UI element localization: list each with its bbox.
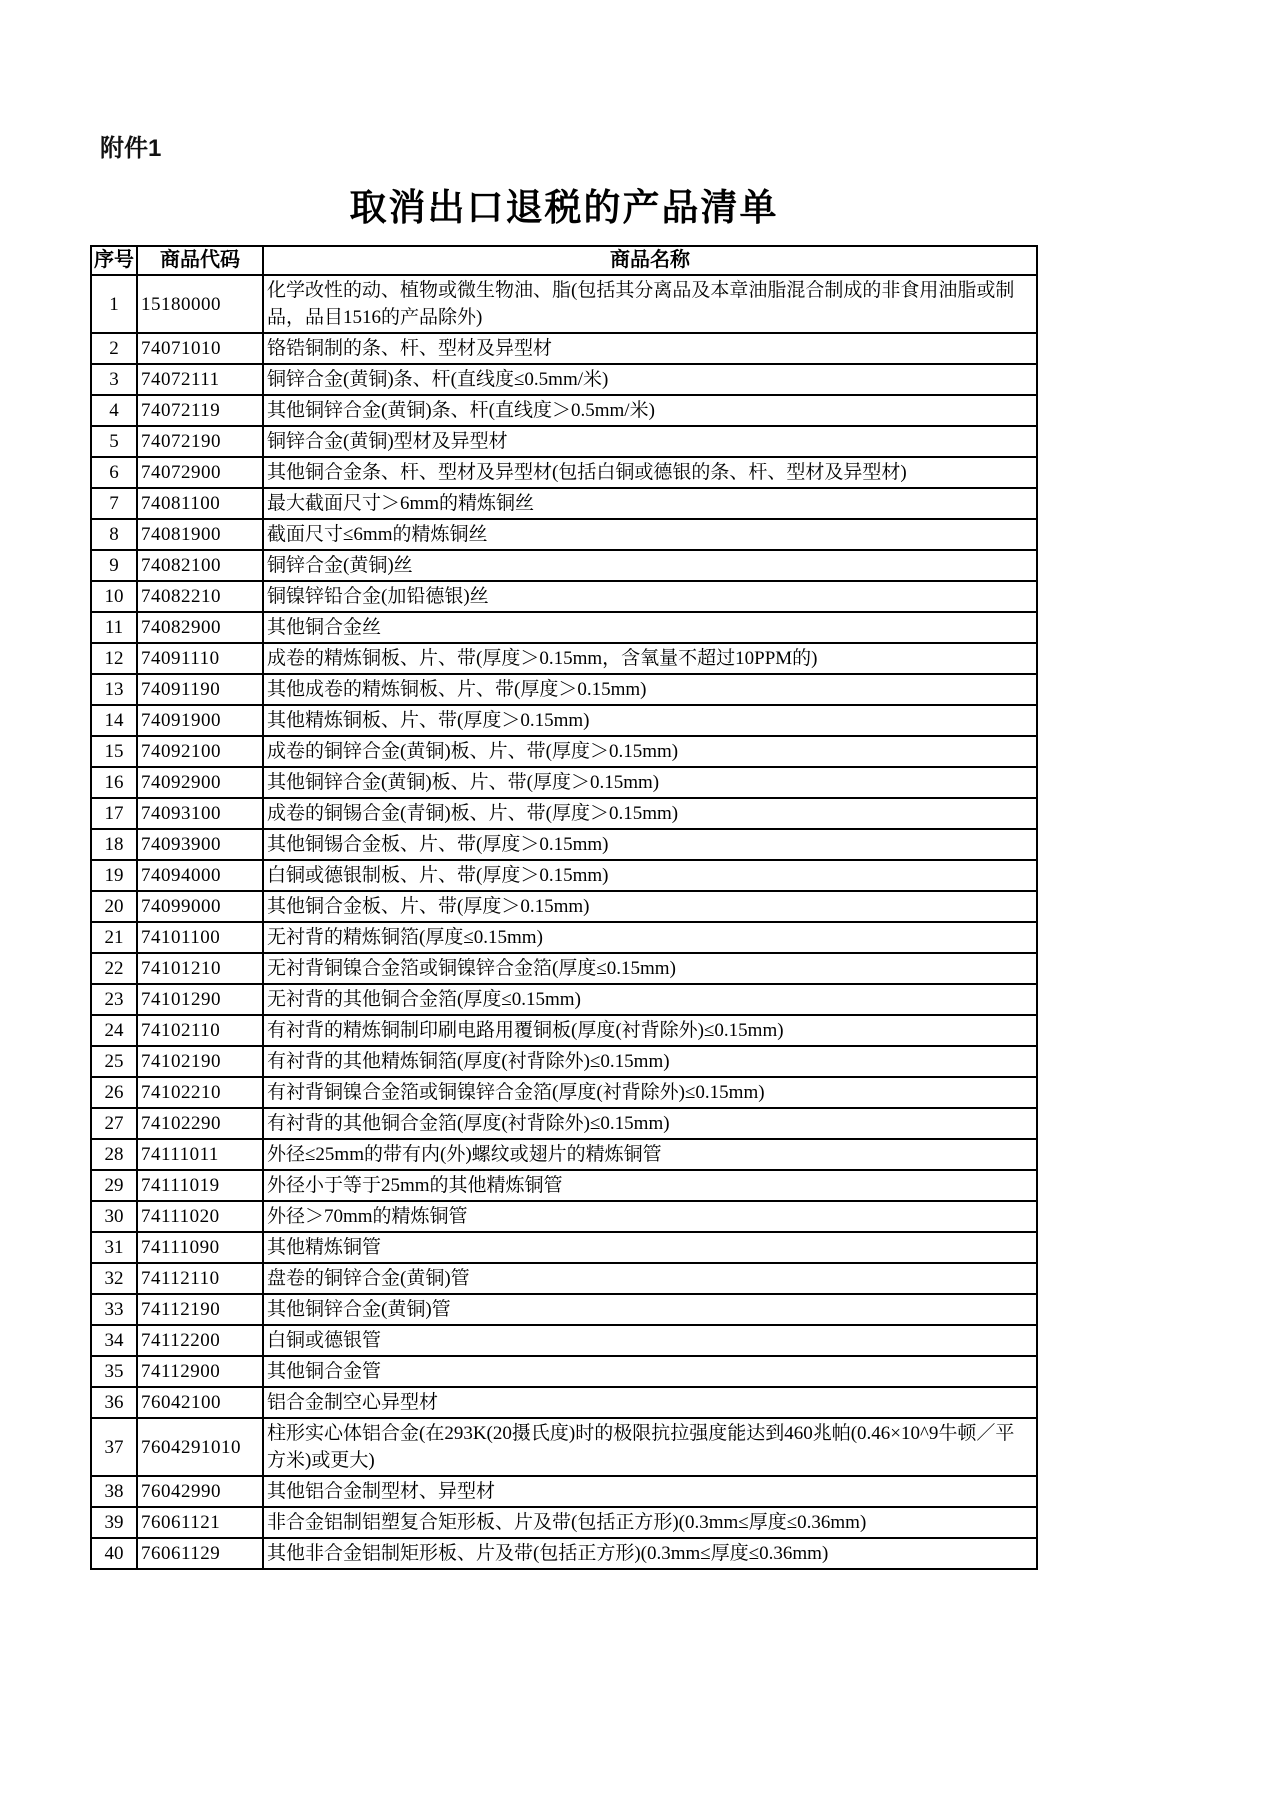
product-name-cell: 铜锌合金(黄铜)型材及异型材 [263, 426, 1037, 457]
product-code-cell: 74101290 [137, 984, 263, 1015]
product-name-cell: 其他精炼铜板、片、带(厚度＞0.15mm) [263, 705, 1037, 736]
row-number-cell: 22 [91, 953, 137, 984]
product-code-cell: 74102110 [137, 1015, 263, 1046]
product-code-cell: 74099000 [137, 891, 263, 922]
row-number-cell: 8 [91, 519, 137, 550]
product-code-cell: 74072119 [137, 395, 263, 426]
table-row [91, 364, 1037, 395]
product-name-cell: 非合金铝制铝塑复合矩形板、片及带(包括正方形)(0.3mm≤厚度≤0.36mm) [263, 1507, 1037, 1538]
product-name-cell: 截面尺寸≤6mm的精炼铜丝 [263, 519, 1037, 550]
product-name-cell: 其他铜锌合金(黄铜)板、片、带(厚度＞0.15mm) [263, 767, 1037, 798]
table-row [91, 1232, 1037, 1263]
column-header-product-name: 商品名称 [263, 246, 1037, 275]
product-code-cell: 76042990 [137, 1476, 263, 1507]
table-row [91, 891, 1037, 922]
row-number-cell: 27 [91, 1108, 137, 1139]
product-name-cell: 成卷的铜锌合金(黄铜)板、片、带(厚度＞0.15mm) [263, 736, 1037, 767]
row-number-cell: 11 [91, 612, 137, 643]
table-row [91, 1170, 1037, 1201]
product-name-cell: 有衬背的其他铜合金箔(厚度(衬背除外)≤0.15mm) [263, 1108, 1037, 1139]
table-row [91, 519, 1037, 550]
table-row [91, 1201, 1037, 1232]
product-code-cell: 74102210 [137, 1077, 263, 1108]
product-code-cell: 15180000 [137, 275, 263, 333]
product-name-cell: 外径小于等于25mm的其他精炼铜管 [263, 1170, 1037, 1201]
table-row [91, 275, 1037, 333]
product-name-cell: 其他精炼铜管 [263, 1232, 1037, 1263]
row-number-cell: 33 [91, 1294, 137, 1325]
table-row [91, 488, 1037, 519]
product-name-cell: 白铜或德银制板、片、带(厚度＞0.15mm) [263, 860, 1037, 891]
product-name-cell: 铜镍锌铅合金(加铅德银)丝 [263, 581, 1037, 612]
row-number-cell: 1 [91, 275, 137, 333]
column-header-index: 序号 [91, 246, 137, 275]
row-number-cell: 3 [91, 364, 137, 395]
row-number-cell: 32 [91, 1263, 137, 1294]
table-row [91, 1507, 1037, 1538]
product-code-cell: 76061129 [137, 1538, 263, 1569]
table-row [91, 1418, 1037, 1476]
product-name-cell: 白铜或德银管 [263, 1325, 1037, 1356]
product-code-cell: 74111019 [137, 1170, 263, 1201]
row-number-cell: 14 [91, 705, 137, 736]
row-number-cell: 40 [91, 1538, 137, 1569]
page-title: 取消出口退税的产品清单 [349, 188, 779, 229]
table-row [91, 1538, 1037, 1569]
product-table [90, 245, 1038, 1570]
product-name-cell: 盘卷的铜锌合金(黄铜)管 [263, 1263, 1037, 1294]
row-number-cell: 20 [91, 891, 137, 922]
table-row [91, 767, 1037, 798]
product-code-cell: 74072900 [137, 457, 263, 488]
table-row [91, 798, 1037, 829]
product-name-cell: 铜锌合金(黄铜)条、杆(直线度≤0.5mm/米) [263, 364, 1037, 395]
product-name-cell: 其他非合金铝制矩形板、片及带(包括正方形)(0.3mm≤厚度≤0.36mm) [263, 1538, 1037, 1569]
table-row [91, 581, 1037, 612]
table-row [91, 1387, 1037, 1418]
product-name-cell: 成卷的精炼铜板、片、带(厚度＞0.15mm，含氧量不超过10PPM的) [263, 643, 1037, 674]
product-name-cell: 铝合金制空心异型材 [263, 1387, 1037, 1418]
product-code-cell: 74091900 [137, 705, 263, 736]
table-header-row [91, 246, 1037, 275]
row-number-cell: 25 [91, 1046, 137, 1077]
product-code-cell: 74111090 [137, 1232, 263, 1263]
product-name-cell: 无衬背的精炼铜箔(厚度≤0.15mm) [263, 922, 1037, 953]
product-code-cell: 74072190 [137, 426, 263, 457]
product-name-cell: 其他成卷的精炼铜板、片、带(厚度＞0.15mm) [263, 674, 1037, 705]
table-row [91, 1356, 1037, 1387]
row-number-cell: 23 [91, 984, 137, 1015]
row-number-cell: 17 [91, 798, 137, 829]
row-number-cell: 19 [91, 860, 137, 891]
row-number-cell: 12 [91, 643, 137, 674]
table-body [91, 275, 1037, 1569]
product-name-cell: 无衬背的其他铜合金箔(厚度≤0.15mm) [263, 984, 1037, 1015]
row-number-cell: 7 [91, 488, 137, 519]
product-code-cell: 74081900 [137, 519, 263, 550]
row-number-cell: 21 [91, 922, 137, 953]
product-code-cell: 74102190 [137, 1046, 263, 1077]
row-number-cell: 2 [91, 333, 137, 364]
product-code-cell: 76042100 [137, 1387, 263, 1418]
product-code-cell: 74092900 [137, 767, 263, 798]
row-number-cell: 37 [91, 1418, 137, 1476]
product-name-cell: 其他铜合金丝 [263, 612, 1037, 643]
product-code-cell: 74112110 [137, 1263, 263, 1294]
product-code-cell: 74082100 [137, 550, 263, 581]
table-row [91, 1476, 1037, 1507]
product-code-cell: 74093100 [137, 798, 263, 829]
row-number-cell: 36 [91, 1387, 137, 1418]
product-name-cell: 其他铜合金管 [263, 1356, 1037, 1387]
row-number-cell: 28 [91, 1139, 137, 1170]
table-row [91, 674, 1037, 705]
product-code-cell: 74111011 [137, 1139, 263, 1170]
product-code-cell: 74081100 [137, 488, 263, 519]
table-row [91, 1139, 1037, 1170]
product-name-cell: 其他铜合金条、杆、型材及异型材(包括白铜或德银的条、杆、型材及异型材) [263, 457, 1037, 488]
product-code-cell: 74112900 [137, 1356, 263, 1387]
product-code-cell: 74091110 [137, 643, 263, 674]
product-name-cell: 有衬背铜镍合金箔或铜镍锌合金箔(厚度(衬背除外)≤0.15mm) [263, 1077, 1037, 1108]
table-row [91, 860, 1037, 891]
product-name-cell: 铬锆铜制的条、杆、型材及异型材 [263, 333, 1037, 364]
product-code-cell: 74102290 [137, 1108, 263, 1139]
table-row [91, 1325, 1037, 1356]
product-code-cell: 74091190 [137, 674, 263, 705]
row-number-cell: 29 [91, 1170, 137, 1201]
table-row [91, 550, 1037, 581]
table-row [91, 1015, 1037, 1046]
product-code-cell: 74112190 [137, 1294, 263, 1325]
table-row [91, 984, 1037, 1015]
table-row [91, 612, 1037, 643]
row-number-cell: 10 [91, 581, 137, 612]
table-row [91, 736, 1037, 767]
product-name-cell: 外径≤25mm的带有内(外)螺纹或翅片的精炼铜管 [263, 1139, 1037, 1170]
table-row [91, 457, 1037, 488]
row-number-cell: 5 [91, 426, 137, 457]
table-row [91, 1294, 1037, 1325]
row-number-cell: 6 [91, 457, 137, 488]
row-number-cell: 4 [91, 395, 137, 426]
row-number-cell: 35 [91, 1356, 137, 1387]
product-code-cell: 74082210 [137, 581, 263, 612]
product-code-cell: 74112200 [137, 1325, 263, 1356]
row-number-cell: 15 [91, 736, 137, 767]
product-code-cell: 74101210 [137, 953, 263, 984]
product-name-cell: 外径＞70mm的精炼铜管 [263, 1201, 1037, 1232]
product-name-cell: 成卷的铜锡合金(青铜)板、片、带(厚度＞0.15mm) [263, 798, 1037, 829]
product-name-cell: 有衬背的其他精炼铜箔(厚度(衬背除外)≤0.15mm) [263, 1046, 1037, 1077]
product-name-cell: 无衬背铜镍合金箔或铜镍锌合金箔(厚度≤0.15mm) [263, 953, 1037, 984]
product-name-cell: 铜锌合金(黄铜)丝 [263, 550, 1037, 581]
row-number-cell: 39 [91, 1507, 137, 1538]
table-row [91, 829, 1037, 860]
product-name-cell: 其他铜锡合金板、片、带(厚度＞0.15mm) [263, 829, 1037, 860]
product-name-cell: 其他铜合金板、片、带(厚度＞0.15mm) [263, 891, 1037, 922]
product-name-cell: 化学改性的动、植物或微生物油、脂(包括其分离品及本章油脂混合制成的非食用油脂或制品，品目1516的产品除外) [263, 275, 1037, 333]
product-code-cell: 74111020 [137, 1201, 263, 1232]
table-row [91, 1077, 1037, 1108]
product-code-cell: 74092100 [137, 736, 263, 767]
table-row [91, 1046, 1037, 1077]
row-number-cell: 31 [91, 1232, 137, 1263]
table-row [91, 705, 1037, 736]
row-number-cell: 38 [91, 1476, 137, 1507]
product-name-cell: 其他铜锌合金(黄铜)条、杆(直线度＞0.5mm/米) [263, 395, 1037, 426]
table-row [91, 953, 1037, 984]
row-number-cell: 18 [91, 829, 137, 860]
row-number-cell: 30 [91, 1201, 137, 1232]
product-code-cell: 74093900 [137, 829, 263, 860]
product-name-cell: 其他铜锌合金(黄铜)管 [263, 1294, 1037, 1325]
document-page [90, 128, 1038, 1570]
product-code-cell: 76061121 [137, 1507, 263, 1538]
table-row [91, 1108, 1037, 1139]
column-header-product-code: 商品代码 [137, 246, 263, 275]
product-name-cell: 有衬背的精炼铜制印刷电路用覆铜板(厚度(衬背除外)≤0.15mm) [263, 1015, 1037, 1046]
table-row [91, 395, 1037, 426]
product-code-cell: 74072111 [137, 364, 263, 395]
table-row [91, 333, 1037, 364]
table-row [91, 643, 1037, 674]
product-name-cell: 最大截面尺寸＞6mm的精炼铜丝 [263, 488, 1037, 519]
product-name-cell: 柱形实心体铝合金(在293K(20摄氏度)时的极限抗拉强度能达到460兆帕(0.46×10^9牛顿／平方米)或更大) [263, 1418, 1037, 1476]
row-number-cell: 24 [91, 1015, 137, 1046]
table-row [91, 426, 1037, 457]
product-code-cell: 74094000 [137, 860, 263, 891]
row-number-cell: 16 [91, 767, 137, 798]
product-code-cell: 74082900 [137, 612, 263, 643]
attachment-label: 附件1 [100, 135, 162, 162]
product-code-cell: 74071010 [137, 333, 263, 364]
product-code-cell: 7604291010 [137, 1418, 263, 1476]
row-number-cell: 26 [91, 1077, 137, 1108]
row-number-cell: 34 [91, 1325, 137, 1356]
product-name-cell: 其他铝合金制型材、异型材 [263, 1476, 1037, 1507]
table-row [91, 1263, 1037, 1294]
table-row [91, 922, 1037, 953]
row-number-cell: 9 [91, 550, 137, 581]
product-code-cell: 74101100 [137, 922, 263, 953]
row-number-cell: 13 [91, 674, 137, 705]
